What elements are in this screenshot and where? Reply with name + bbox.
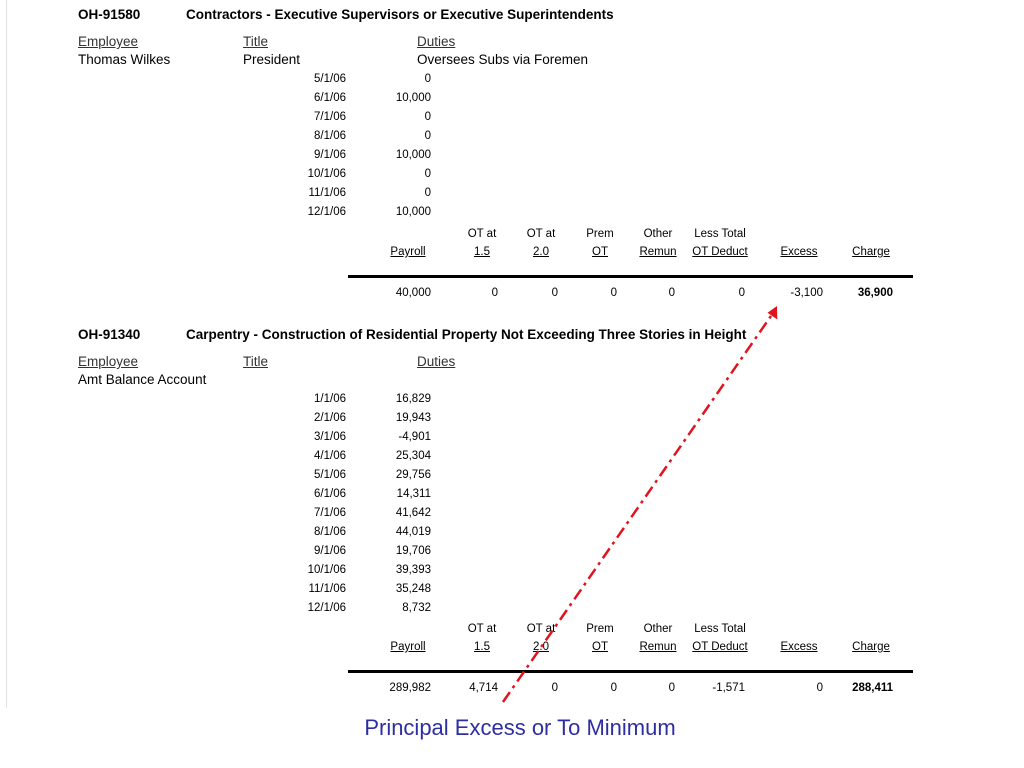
row-amount: 41,642	[395, 507, 431, 519]
total-other: 0	[668, 682, 675, 694]
payroll-label: Payroll	[390, 246, 426, 258]
charge-label: Charge	[852, 246, 890, 258]
row-amount: 10,000	[395, 92, 431, 104]
prem-label-bottom: OT	[592, 246, 608, 258]
row-amount: 0	[424, 187, 431, 199]
row-amount: 44,019	[395, 526, 431, 538]
payroll-label: Payroll	[390, 641, 426, 653]
total-less: -1,571	[712, 682, 745, 694]
total-other: 0	[668, 287, 675, 299]
ot15-label-bottom: 1.5	[474, 641, 490, 653]
prem-label-bottom: OT	[592, 641, 608, 653]
row-date: 4/1/06	[314, 450, 346, 462]
row-amount: 0	[424, 73, 431, 85]
row-amount: 10,000	[395, 149, 431, 161]
class-code: OH-91580	[78, 7, 141, 22]
row-amount: 0	[424, 111, 431, 123]
total-payroll: 289,982	[389, 682, 431, 694]
employee-title: President	[243, 52, 301, 67]
row-date: 10/1/06	[307, 168, 346, 180]
row-date: 8/1/06	[314, 526, 346, 538]
row-date: 7/1/06	[314, 507, 346, 519]
less-label-top: Less Total	[694, 623, 746, 635]
less-label-bottom: OT Deduct	[692, 246, 748, 258]
row-amount: 8,732	[402, 602, 431, 614]
row-date: 6/1/06	[314, 92, 346, 104]
other-label-bottom: Remun	[639, 641, 677, 653]
employee-header: Employee	[78, 34, 139, 49]
class-title: Contractors - Executive Supervisors or Executive Superintendents	[186, 7, 614, 22]
row-amount: 16,829	[395, 393, 431, 405]
total-less: 0	[738, 287, 745, 299]
total-excess: 0	[816, 682, 823, 694]
row-amount: 35,248	[395, 583, 431, 595]
ot20-label-bottom: 2.0	[533, 641, 549, 653]
duties-header: Duties	[417, 34, 456, 49]
row-date: 7/1/06	[314, 111, 346, 123]
row-date: 9/1/06	[314, 149, 346, 161]
row-date: 5/1/06	[314, 469, 346, 481]
total-excess: -3,100	[790, 287, 823, 299]
excess-label: Excess	[780, 641, 818, 653]
other-label-bottom: Remun	[639, 246, 677, 258]
row-amount: 10,000	[395, 206, 431, 218]
row-date: 6/1/06	[314, 488, 346, 500]
total-charge: 288,411	[852, 682, 893, 694]
ot20-label-top: OT at	[526, 623, 556, 635]
total-ot20: 0	[551, 287, 558, 299]
total-prem: 0	[610, 287, 617, 299]
row-amount: 0	[424, 168, 431, 180]
class-code: OH-91340	[78, 327, 141, 342]
row-amount: 19,706	[395, 545, 431, 557]
total-payroll: 40,000	[395, 287, 431, 299]
duties-header: Duties	[417, 354, 456, 369]
arrow-shaft	[503, 316, 771, 702]
slide-caption: Principal Excess or To Minimum	[364, 715, 676, 740]
row-date: 12/1/06	[307, 602, 346, 614]
prem-label-top: Prem	[586, 623, 614, 635]
row-date: 12/1/06	[307, 206, 346, 218]
ot20-label-top: OT at	[526, 228, 556, 240]
row-date: 1/1/06	[314, 393, 346, 405]
ot20-label-bottom: 2.0	[533, 246, 549, 258]
charge-label: Charge	[852, 641, 890, 653]
row-date: 10/1/06	[307, 564, 346, 576]
less-label-bottom: OT Deduct	[692, 641, 748, 653]
row-amount: 0	[424, 130, 431, 142]
total-prem: 0	[610, 682, 617, 694]
row-date: 9/1/06	[314, 545, 346, 557]
row-date: 8/1/06	[314, 130, 346, 142]
total-ot20: 0	[551, 682, 558, 694]
other-label-top: Other	[643, 228, 673, 240]
prem-label-top: Prem	[586, 228, 614, 240]
row-amount: 25,304	[395, 450, 431, 462]
total-ot15: 0	[491, 287, 498, 299]
row-amount: 19,943	[395, 412, 431, 424]
row-date: 2/1/06	[314, 412, 346, 424]
row-amount: 29,756	[395, 469, 431, 481]
ot15-label-top: OT at	[467, 228, 497, 240]
employee-name: Thomas Wilkes	[78, 52, 171, 67]
row-amount: 14,311	[396, 488, 431, 500]
title-header: Title	[243, 34, 269, 49]
row-amount: 39,393	[395, 564, 431, 576]
row-date: 11/1/06	[308, 583, 346, 595]
less-label-top: Less Total	[694, 228, 746, 240]
total-charge: 36,900	[857, 287, 893, 299]
title-header: Title	[243, 354, 269, 369]
total-ot15: 4,714	[469, 682, 498, 694]
excess-label: Excess	[780, 246, 818, 258]
employee-name: Amt Balance Account	[78, 372, 207, 387]
ot15-label-top: OT at	[467, 623, 497, 635]
employee-header: Employee	[78, 354, 139, 369]
class-title: Carpentry - Construction of Residential Property Not Exceeding Three Stories in Height	[186, 327, 747, 342]
row-date: 5/1/06	[314, 73, 346, 85]
row-date: 3/1/06	[314, 431, 346, 443]
row-amount: -4,901	[398, 431, 431, 443]
employee-duties: Oversees Subs via Foremen	[417, 52, 589, 67]
ot15-label-bottom: 1.5	[474, 246, 490, 258]
row-date: 11/1/06	[308, 187, 346, 199]
other-label-top: Other	[643, 623, 673, 635]
